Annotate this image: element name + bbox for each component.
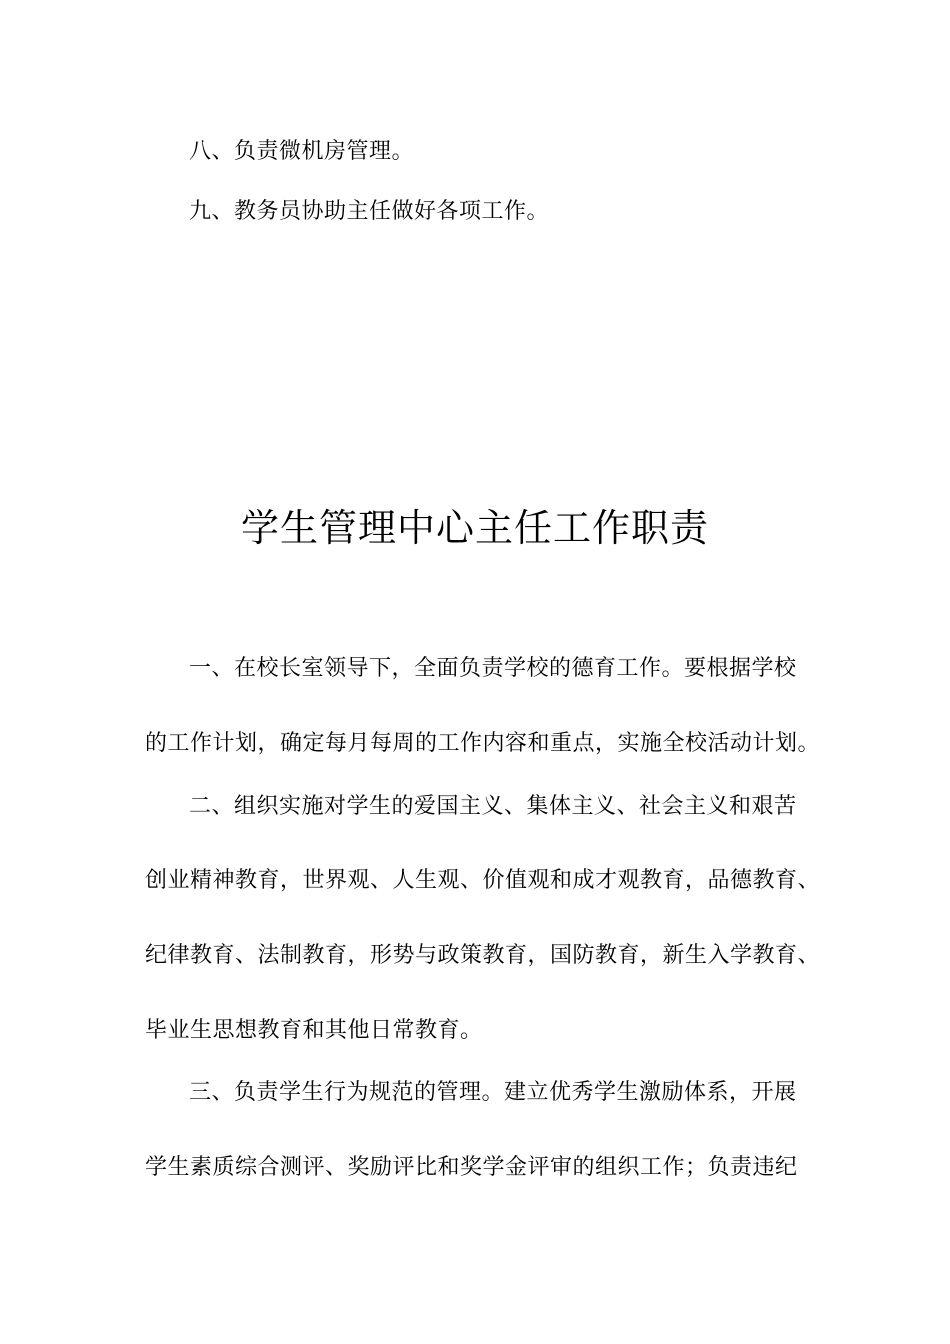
paragraph-2-line-1: 二、组织实施对学生的爱国主义、集体主义、社会主义和艰苦: [189, 794, 797, 819]
section-title: 学生管理中心主任工作职责: [240, 506, 709, 550]
paragraph-2-line-4: 毕业生思想教育和其他日常教育。: [145, 1018, 483, 1043]
paragraph-1-line-1: 一、在校长室领导下，全面负责学校的德育工作。要根据学校: [189, 656, 797, 681]
paragraph-2-line-2: 创业精神教育，世界观、人生观、价值观和成才观教育，品德教育、: [145, 868, 821, 893]
paragraph-3-line-2: 学生素质综合测评、奖励评比和奖学金评审的组织工作；负责违纪: [145, 1155, 798, 1180]
paragraph-3-line-1: 三、负责学生行为规范的管理。建立优秀学生激励体系，开展: [189, 1080, 797, 1105]
paragraph-2-line-3: 纪律教育、法制教育，形势与政策教育，国防教育，新生入学教育、: [145, 943, 821, 968]
prev-item-8: 八、负责微机房管理。: [189, 139, 415, 164]
paragraph-1-line-2: 的工作计划，确定每月每周的工作内容和重点，实施全校活动计划。: [145, 731, 821, 756]
prev-item-9: 九、教务员协助主任做好各项工作。: [189, 199, 550, 224]
